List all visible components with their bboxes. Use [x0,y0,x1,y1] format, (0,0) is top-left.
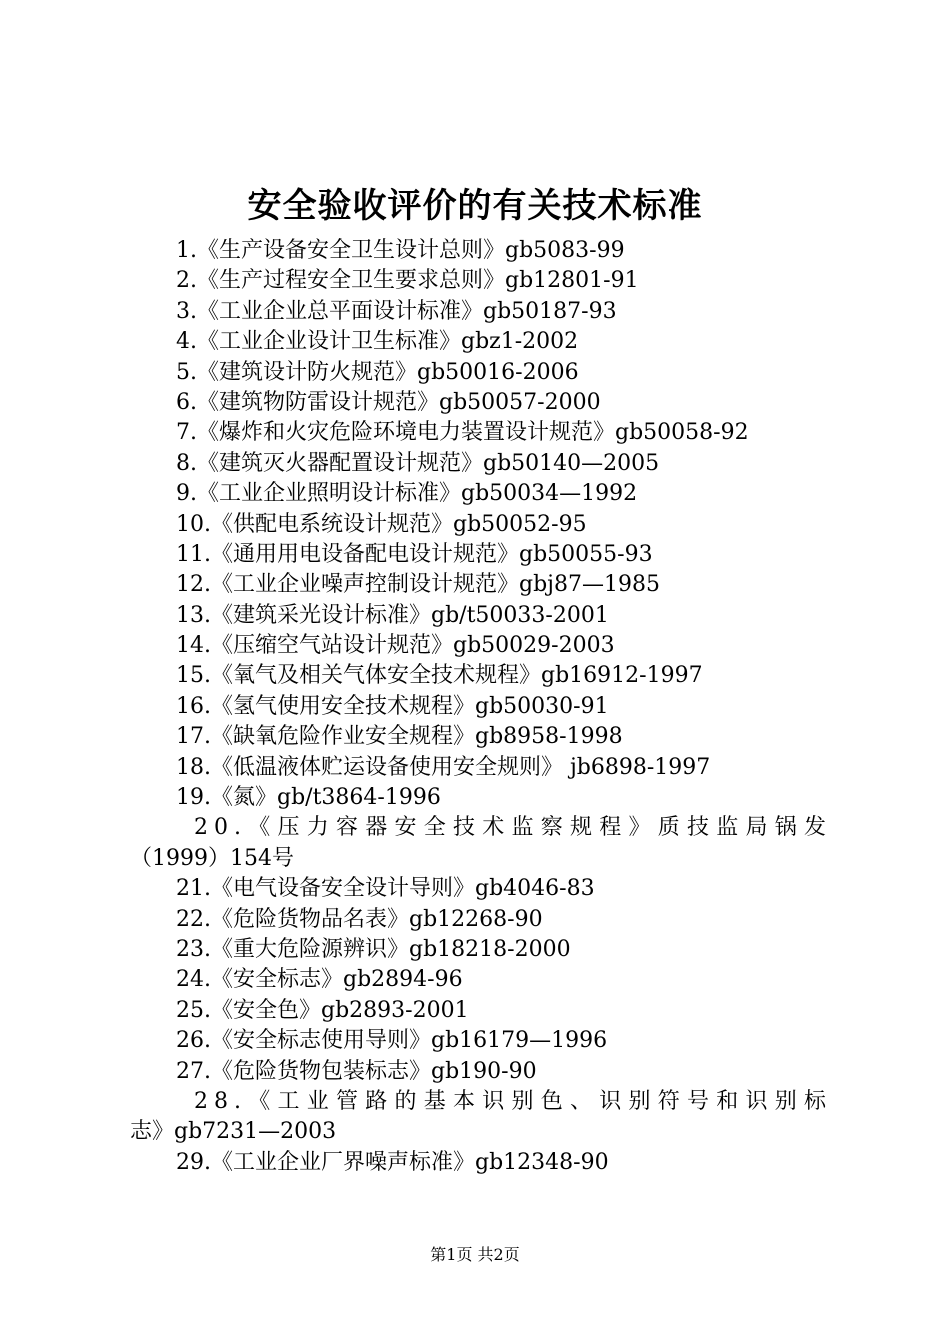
list-item-line-1: 28.《工业管路的基本识别色、识别符号和识别标 [194,1088,832,1114]
list-item: 12.《工业企业噪声控制设计规范》gbj87—1985 [176,572,660,598]
list-item: 9.《工业企业照明设计标准》gb50034—1992 [176,481,638,507]
list-item: 27.《危险货物包装标志》gb190-90 [176,1058,537,1084]
list-item: 26.《安全标志使用导则》gb16179—1996 [176,1028,608,1054]
list-item: 24.《安全标志》gb2894-96 [176,967,463,993]
list-item: 10.《供配电系统设计规范》gb50052-95 [176,511,587,537]
standards-list [0,236,950,1178]
list-item: 5.《建筑设计防火规范》gb50016-2006 [176,359,579,385]
list-item-line-2: 志》gb7231—2003 [130,1119,337,1145]
list-item: 8.《建筑灭火器配置设计规范》gb50140—2005 [176,450,660,476]
list-item: 6.《建筑物防雷设计规范》gb50057-2000 [176,389,601,415]
document-title: 安全验收评价的有关技术标准 [247,186,703,226]
list-item-wrapped [130,813,832,874]
list-item: 13.《建筑采光设计标准》gb/t50033-2001 [176,602,609,628]
list-item: 1.《生产设备安全卫生设计总则》gb5083-99 [176,238,625,263]
list-item: 3.《工业企业总平面设计标准》gb50187-93 [176,298,617,324]
list-item: 14.《压缩空气站设计规范》gb50029-2003 [176,633,615,659]
page-footer: 第1页 共2页 [430,1245,520,1264]
list-item: 4.《工业企业设计卫生标准》gbz1-2002 [176,329,579,355]
list-item: 17.《缺氧危险作业安全规程》gb8958-1998 [176,724,623,750]
list-item-line-1: 20.《压力容器安全技术监察规程》质技监局锅发 [194,815,832,841]
list-item: 19.《氮》gb/t3864-1996 [176,785,441,811]
list-item-wrapped [130,1087,832,1148]
list-item: 18.《低温液体贮运设备使用安全规则》 jb6898-1997 [176,754,711,780]
list-item-line-2: （1999）154号 [130,845,294,871]
list-item: 16.《氢气使用安全技术规程》gb50030-91 [176,693,609,719]
list-item: 15.《氧气及相关气体安全技术规程》gb16912-1997 [176,663,703,689]
list-item: 29.《工业企业厂界噪声标准》gb12348-90 [176,1149,609,1175]
list-item: 7.《爆炸和火灾危险环境电力装置设计规范》gb50058-92 [176,420,749,446]
list-item: 21.《电气设备安全设计导则》gb4046-83 [176,876,595,902]
list-item: 11.《通用用电设备配电设计规范》gb50055-93 [176,541,653,567]
list-item: 22.《危险货物品名表》gb12268-90 [176,906,543,932]
list-item: 2.《生产过程安全卫生要求总则》gb12801-91 [176,268,639,294]
list-item: 25.《安全色》gb2893-2001 [176,997,469,1023]
list-item: 23.《重大危险源辨识》gb18218-2000 [176,936,571,962]
